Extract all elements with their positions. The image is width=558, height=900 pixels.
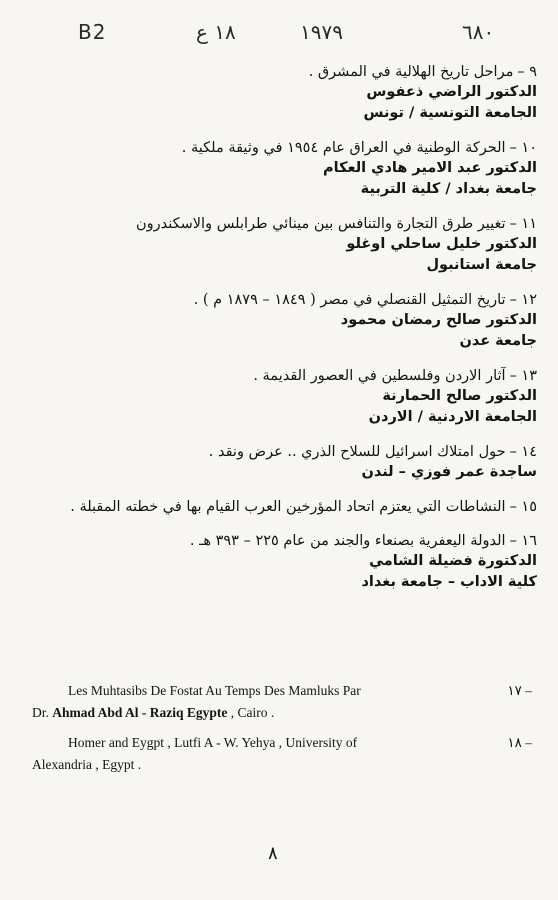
paper-author: الدكتور الراضي ذعفوس bbox=[366, 84, 537, 100]
list-item bbox=[32, 214, 537, 276]
paper-title: ١٣ –آثار الاردن وفلسطين في العصور القديمة . bbox=[253, 368, 537, 384]
paper-affiliation: جامعة بغداد / كلية التربية bbox=[360, 181, 537, 197]
paper-title: ١٢ –تاريخ التمثيل القنصلي في مصر ( ١٨٤٩ – ١٨٧٩ م ) . bbox=[193, 292, 537, 308]
latin-entry bbox=[32, 680, 532, 724]
page-number: ٨ bbox=[268, 843, 278, 864]
entry-author: Dr. Ahmad Abd Al - Raziq Egypte , Cairo . bbox=[32, 705, 275, 720]
list-item bbox=[32, 497, 537, 517]
paper-author: الدكتور خليل ساحلي اوغلو bbox=[346, 236, 537, 252]
latin-entry bbox=[32, 732, 532, 776]
paper-author: الدكتور صالح الحمارنة bbox=[382, 388, 537, 404]
handwritten-year: ١٩٧٩ bbox=[300, 20, 343, 44]
paper-title: ٩ –مراحل تاريخ الهلالية في المشرق . bbox=[308, 64, 537, 80]
list-item bbox=[32, 138, 537, 200]
list-item bbox=[32, 366, 537, 428]
papers-list bbox=[32, 62, 537, 607]
entry-title: Homer and Eygpt , Lutfi A - W. Yehya , University of bbox=[68, 735, 358, 750]
paper-title: ١٤ –حول امتلاك اسرائيل للسلاح الذري .. عرض ونقد . bbox=[208, 444, 537, 460]
paper-affiliation: الجامعة التونسية / تونس bbox=[363, 105, 537, 121]
paper-title: ١١ –تغيير طرق التجارة والتنافس بين مينائي طرابلس والاسكندرون bbox=[135, 216, 537, 232]
list-item bbox=[32, 290, 537, 352]
list-item bbox=[32, 531, 537, 593]
paper-title: ١٥ –النشاطات التي يعتزم اتحاد المؤرخين العرب القيام بها في خطته المقبلة . bbox=[70, 499, 537, 515]
handwritten-number: ١٨ ع bbox=[196, 20, 236, 44]
paper-affiliation: كلية الاداب – جامعة بغداد bbox=[361, 574, 537, 590]
list-item bbox=[32, 62, 537, 124]
handwritten-id: ٦٨٠ bbox=[462, 20, 495, 44]
paper-affiliation: جامعة عدن bbox=[459, 333, 537, 349]
paper-author: ساجدة عمر فوزي – لندن bbox=[361, 464, 537, 480]
list-item bbox=[32, 442, 537, 483]
entry-number: ١٧ – bbox=[507, 683, 532, 698]
paper-author: الدكتور عبد الامير هادي العكام bbox=[323, 160, 537, 176]
paper-author: الدكتور صالح رمضان محمود bbox=[340, 312, 537, 328]
handwritten-code: B2 bbox=[78, 20, 107, 44]
entry-title: Les Muhtasibs De Fostat Au Temps Des Mamluks Par bbox=[68, 683, 361, 698]
paper-title: ١٠ –الحركة الوطنية في العراق عام ١٩٥٤ في وثيقة ملكية . bbox=[181, 140, 537, 156]
entry-number: ١٨ – bbox=[507, 735, 532, 750]
entry-author: Alexandria , Egypt . bbox=[32, 757, 142, 772]
paper-affiliation: جامعة استانبول bbox=[426, 257, 537, 273]
paper-title: ١٦ –الدولة اليعفرية بصنعاء والجند من عام ٢٢٥ – ٣٩٣ هـ . bbox=[189, 533, 537, 549]
paper-author: الدكتورة فضيلة الشامي bbox=[369, 553, 537, 569]
paper-affiliation: الجامعة الاردنية / الاردن bbox=[368, 409, 537, 425]
